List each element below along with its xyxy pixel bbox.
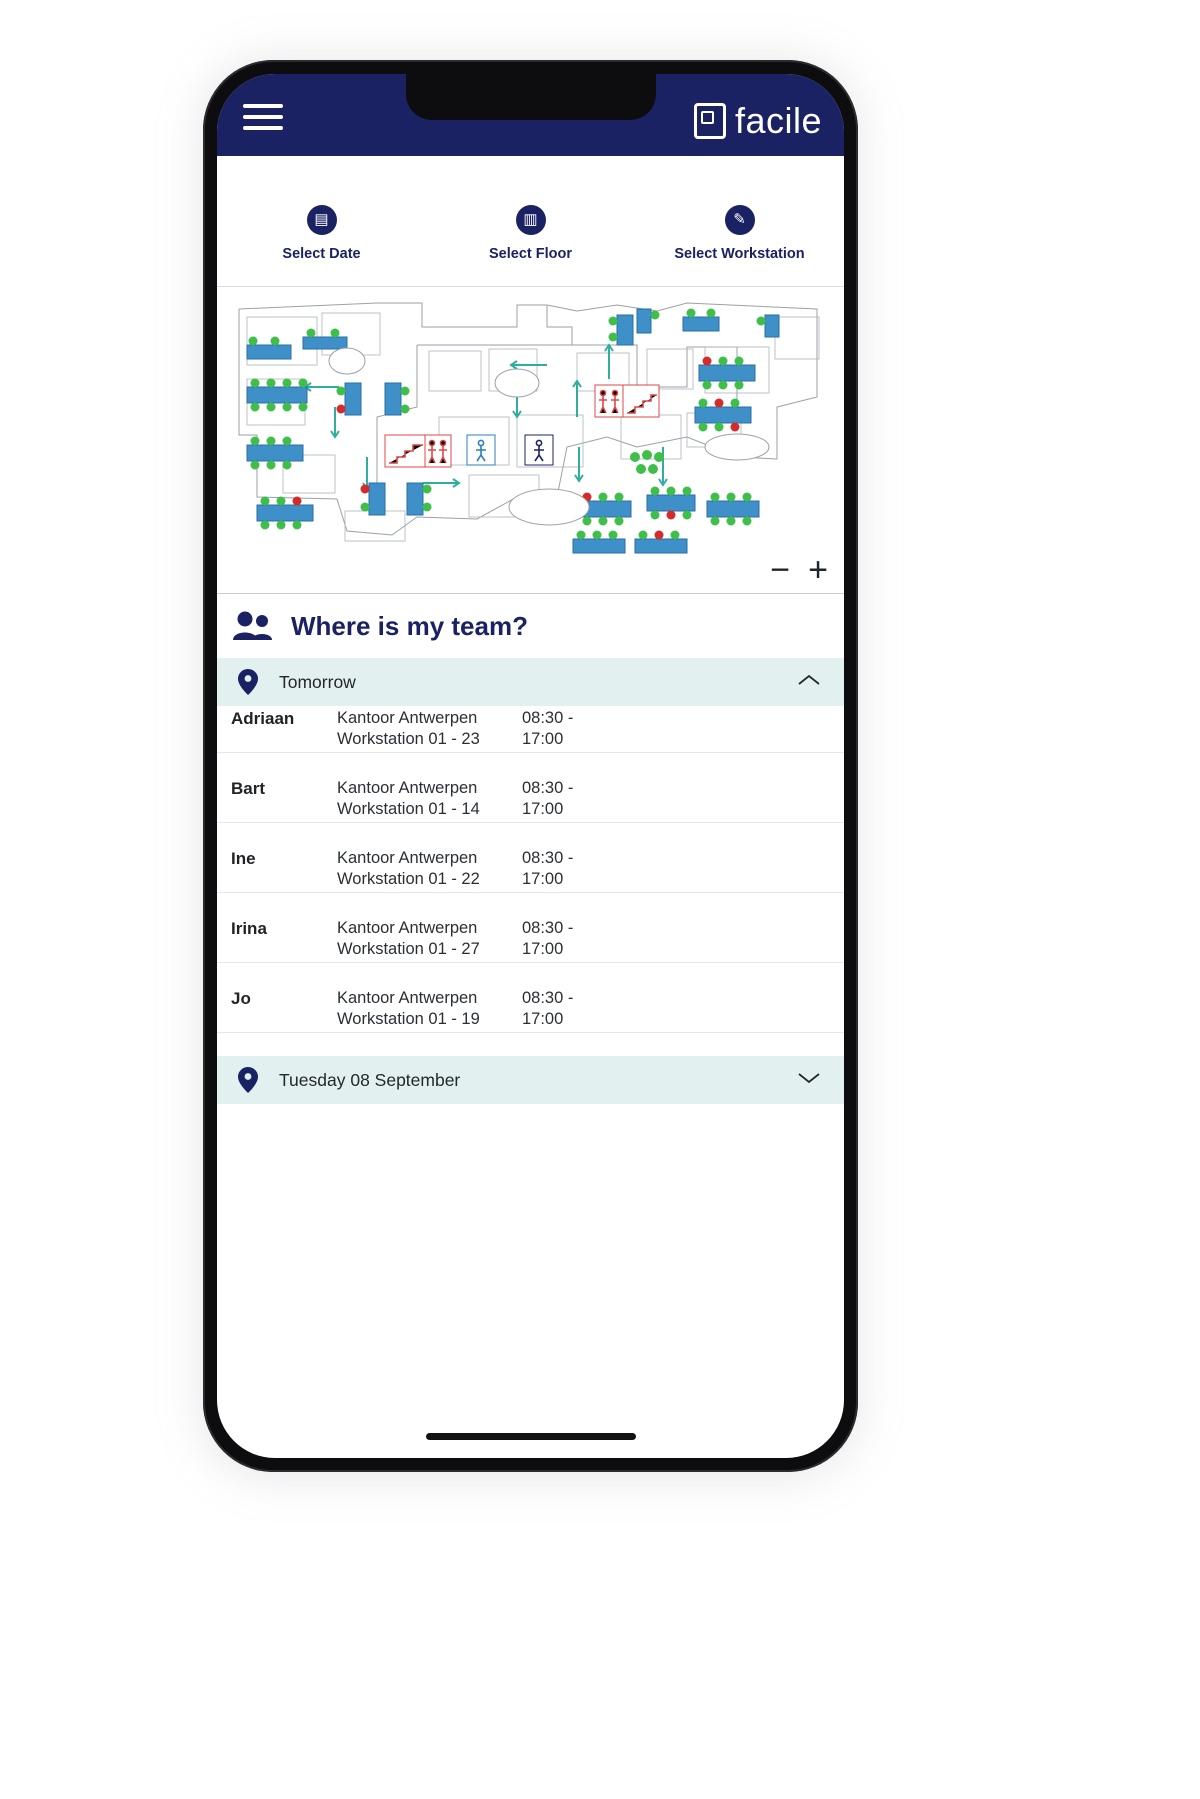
phone-notch (406, 74, 656, 120)
phone-screen (217, 74, 844, 1458)
facile-logo-mark (694, 103, 726, 139)
brand-name: facile (734, 100, 822, 141)
zoom-out-icon[interactable]: − (770, 551, 791, 589)
chevron-down-icon[interactable] (798, 1071, 820, 1090)
hamburger-menu-icon[interactable] (243, 104, 283, 134)
facile-logo-icon (694, 100, 822, 142)
team-member-name: Ine (231, 849, 256, 868)
location-pin-icon (217, 669, 279, 695)
team-member-time (522, 988, 642, 1030)
team-member-time (522, 708, 642, 750)
floor-plan-svg (217, 287, 844, 593)
location-office: Kantoor Antwerpen (337, 988, 478, 1007)
time-start: 08:30 - (522, 708, 574, 727)
step-select-workstation[interactable] (635, 156, 844, 286)
location-workstation: Workstation 01 - 19 (337, 1010, 480, 1028)
team-member-name: Irina (231, 919, 267, 938)
group-label: Tomorrow (279, 671, 356, 692)
team-member-location (337, 988, 522, 1030)
team-section-title: Where is my team? (291, 610, 528, 641)
time-start: 08:30 - (522, 918, 574, 937)
location-workstation: Workstation 01 - 23 (337, 730, 480, 748)
team-member-time (522, 918, 642, 960)
step-select-date-label: Select Date (282, 245, 361, 262)
group-header-tuesday-08-september[interactable] (217, 1056, 844, 1104)
step-select-floor-label: Select Floor (489, 245, 572, 262)
time-end: 17:00 (522, 870, 564, 888)
step-select-workstation-label: Select Workstation (674, 245, 805, 262)
location-office: Kantoor Antwerpen (337, 848, 478, 867)
table-row[interactable] (217, 986, 844, 1033)
step-selector (217, 156, 844, 287)
location-workstation: Workstation 01 - 27 (337, 940, 480, 958)
app-bar (217, 74, 844, 156)
phone-frame (203, 60, 858, 1472)
time-start: 08:30 - (522, 988, 574, 1007)
calendar-icon: ▤ (307, 205, 337, 235)
step-select-date[interactable] (217, 156, 426, 286)
time-start: 08:30 - (522, 778, 574, 797)
location-office: Kantoor Antwerpen (337, 708, 478, 727)
home-indicator (426, 1433, 636, 1440)
chevron-up-icon[interactable] (798, 673, 820, 692)
team-people-icon (231, 610, 277, 642)
team-section-header (217, 594, 844, 658)
step-select-floor[interactable] (426, 156, 635, 286)
time-end: 17:00 (522, 800, 564, 818)
table-row[interactable] (217, 776, 844, 823)
map-zoom-controls (770, 553, 828, 587)
team-member-time (522, 778, 642, 820)
team-member-name: Jo (231, 989, 251, 1008)
location-workstation: Workstation 01 - 14 (337, 800, 480, 818)
location-workstation: Workstation 01 - 22 (337, 870, 480, 888)
floor-plan-map[interactable] (217, 287, 844, 594)
table-row[interactable] (217, 706, 844, 753)
table-row[interactable] (217, 846, 844, 893)
floor-layers-icon: ▥ (516, 205, 546, 235)
group-label: Tuesday 08 September (279, 1069, 461, 1090)
team-member-location (337, 778, 522, 820)
team-member-time (522, 848, 642, 890)
team-member-location (337, 848, 522, 890)
team-member-location (337, 918, 522, 960)
location-office: Kantoor Antwerpen (337, 778, 478, 797)
team-member-name: Adriaan (231, 709, 295, 728)
location-pin-icon (217, 1067, 279, 1093)
table-row[interactable] (217, 916, 844, 963)
time-end: 17:00 (522, 730, 564, 748)
team-member-location (337, 708, 522, 750)
team-member-name: Bart (231, 779, 266, 798)
pencil-icon: ✎ (725, 205, 755, 235)
location-office: Kantoor Antwerpen (337, 918, 478, 937)
time-end: 17:00 (522, 1010, 564, 1028)
zoom-in-icon[interactable]: + (808, 551, 828, 589)
group-header-tomorrow[interactable] (217, 658, 844, 706)
time-end: 17:00 (522, 940, 564, 958)
time-start: 08:30 - (522, 848, 574, 867)
